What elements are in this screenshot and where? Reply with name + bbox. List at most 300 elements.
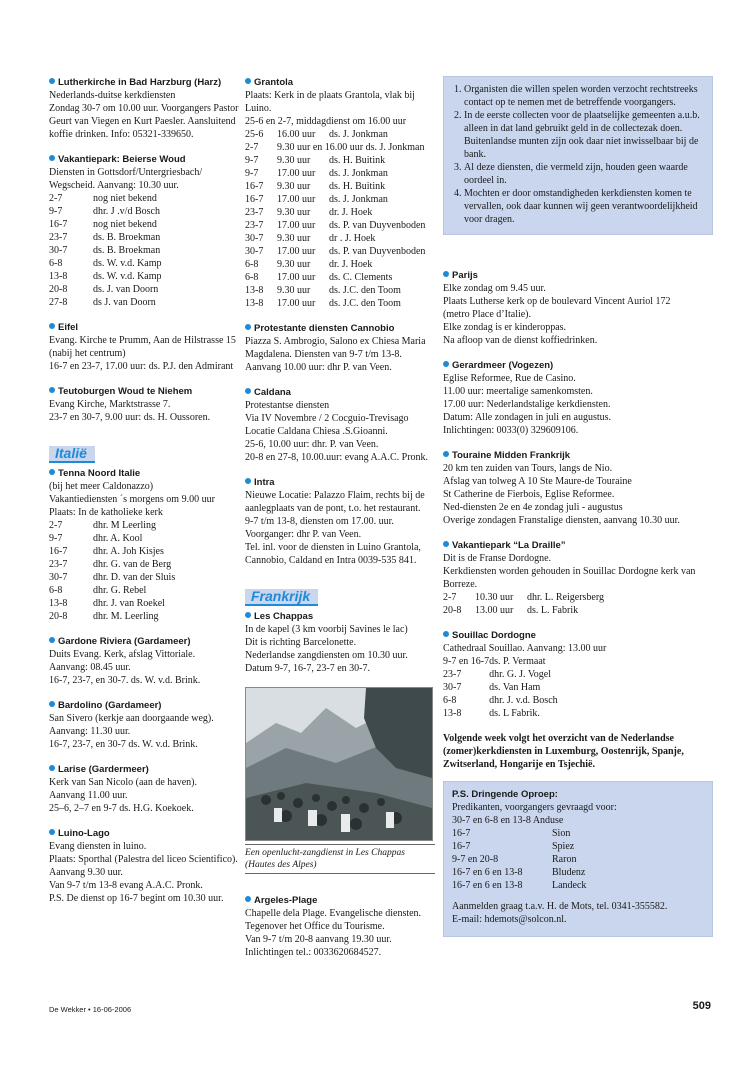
- schedule-cell: 20-8: [49, 611, 68, 622]
- schedule-cell: 30-7: [443, 682, 462, 693]
- schedule-cell: 9.30 uur: [277, 259, 311, 270]
- bullet-dot-icon: [245, 388, 251, 394]
- entry-line: Inlichtingen tel.: 0033620684527.: [245, 947, 382, 958]
- schedule-cell: 17.00 uur: [277, 220, 316, 231]
- schedule-table: [443, 655, 558, 720]
- schedule-cell: 17.00 uur: [277, 272, 316, 283]
- entry-line: Tegenover het Office du Tourisme.: [245, 921, 385, 932]
- schedule-cell: dr. J. Hoek: [329, 207, 373, 218]
- entry-title: Teutoburgen Woud te Niehem: [49, 385, 237, 398]
- entry-line: Piazza S. Ambrogio, Salono ex Chiesa Maria: [245, 336, 426, 347]
- schedule-cell: 9-7: [245, 168, 259, 179]
- entry-line: Nederlands-duitse kerkdiensten: [49, 90, 176, 101]
- entry-line: Voorganger: dhr P. van Veen.: [245, 529, 362, 540]
- schedule-cell: 2-7: [49, 193, 63, 204]
- schedule-cell: 9-7: [49, 533, 63, 544]
- schedule-cell: ds. P. van Duyvenboden: [329, 246, 426, 257]
- schedule-cell: 13.00 uur: [475, 605, 514, 616]
- entry-title: Grantola: [245, 76, 435, 89]
- entry-line: Overige zondagen Franstalige diensten, aanvang 10.30 uur.: [443, 515, 680, 526]
- schedule-row: [49, 283, 162, 296]
- entry-line: Geurt van Viegen en Kurt Paesler. Aansluitend: [49, 116, 236, 127]
- bullet-dot-icon: [443, 361, 449, 367]
- schedule-row: [443, 591, 604, 604]
- entry-line: Diensten in Gottsdorf/Untergriesbach/: [49, 167, 203, 178]
- entry-line: (bij het meer Caldonazzo): [49, 481, 154, 492]
- schedule-cell: ds. H. Buitink: [329, 155, 386, 166]
- entry-line: 16-7, 23-7, en 30-7 ds. W. v.d. Brink.: [49, 739, 198, 750]
- schedule-cell: dr. J. Hoek: [329, 259, 373, 270]
- schedule-cell: 9-7 en 16-7: [443, 656, 490, 667]
- entry-line: Zondag 30-7 om 10.00 uur. Voorgangers Pastor: [49, 103, 239, 114]
- schedule-cell: dr . J. Hoek: [329, 233, 376, 244]
- entry-line: 9-7 t/m 13-8, diensten om 17.00. uur.: [245, 516, 394, 527]
- schedule-cell: 16-7: [49, 546, 68, 557]
- entry-line: Elke zondag om 9.45 uur.: [443, 283, 546, 294]
- schedule-cell: 13-8: [443, 708, 462, 719]
- notes-list: [452, 83, 704, 226]
- entries-germany: [49, 76, 237, 424]
- entry-line: Elke zondag is er kinderoppas.: [443, 322, 567, 333]
- ps-cell: 16-7 en 6 en 13-8: [452, 867, 523, 878]
- ps-cell: Sion: [552, 828, 571, 839]
- bullet-dot-icon: [49, 829, 55, 835]
- entry-line: 16-7 en 23-7, 17.00 uur: ds. P.J. den Admirant: [49, 361, 234, 372]
- entry-line: Evang. Kirche te Prumm, Aan de Hilstrasse 15: [49, 335, 236, 346]
- schedule-cell: 9.30 uur: [277, 285, 311, 296]
- entry-line: Afslag van tolweg A 10 Ste Maure-de Touraine: [443, 476, 632, 487]
- schedule-cell: ds. B. Broekman: [93, 232, 161, 243]
- schedule-cell: dhr. G. Rebel: [93, 585, 147, 596]
- caption-line-1: Een openlucht-zangdienst in Les Chappas: [245, 848, 405, 858]
- bullet-dot-icon: [245, 478, 251, 484]
- schedule-cell: 23-7: [245, 220, 264, 231]
- schedule-cell: 16-7: [245, 194, 264, 205]
- church-entry: [443, 359, 713, 437]
- entries-italy-2: [245, 76, 435, 567]
- entry-line: Aanvang 10.00 uur: dhr P. van Veen.: [245, 362, 392, 373]
- entry-line: (metro Place d’Italie).: [443, 309, 532, 320]
- schedule-cell: ds. L. Fabrik: [527, 605, 579, 616]
- note-item: 3. Al deze diensten, die vermeld zijn, houden geen waarde oordeel in.: [464, 161, 704, 187]
- schedule-cell: 9.30 uur: [277, 155, 311, 166]
- entry-line: Borreze.: [443, 579, 478, 590]
- schedule-cell: 9-7: [245, 155, 259, 166]
- entry-line: P.S. De dienst op 16-7 begint om 10.30 uur.: [49, 893, 224, 904]
- entry-line: 23-7 en 30-7, 9.00 uur: ds. H. Oussoren.: [49, 412, 211, 423]
- ps-cell: 9-7 en 20-8: [452, 854, 499, 865]
- entry-title: Caldana: [245, 386, 435, 399]
- schedule-row: [245, 154, 425, 167]
- entry-title: Intra: [245, 476, 435, 489]
- schedule-cell: ds. W. v.d. Kamp: [93, 271, 162, 282]
- caption-line-2: (Hautes des Alpes): [245, 860, 317, 870]
- schedule-cell: 27-8: [49, 297, 68, 308]
- bullet-dot-icon: [49, 469, 55, 475]
- schedule-cell: 23-7: [49, 232, 68, 243]
- schedule-cell: dhr. G. J. Vogel: [489, 669, 551, 680]
- schedule-cell: 2-7: [49, 520, 63, 531]
- schedule-cell: 17.00 uur: [277, 194, 316, 205]
- column-1: [49, 76, 237, 917]
- schedule-row: [245, 284, 425, 297]
- church-entry: [443, 629, 713, 720]
- schedule-cell: dhr. M Leerling: [93, 520, 157, 531]
- schedule-cell: ds. J. Jonkman: [329, 129, 388, 140]
- entries-france-2: [245, 894, 435, 959]
- schedule-cell: dhr. D. van der Sluis: [93, 572, 176, 583]
- schedule-cell: 10.30 uur: [475, 592, 514, 603]
- schedule-cell: 13-8: [245, 285, 264, 296]
- schedule-cell: ds. Van Ham: [489, 682, 541, 693]
- schedule-cell: ds. B. Broekman: [93, 245, 161, 256]
- church-entry: [49, 763, 237, 815]
- entry-title: Vakantiepark: Beierse Woud: [49, 153, 237, 166]
- entry-line: Magdalena. Diensten van 9-7 t/m 13-8.: [245, 349, 402, 360]
- entry-line: Datum: Alle zondagen in juli en augustus.: [443, 412, 612, 423]
- section-heading-italie: Italië: [49, 446, 95, 463]
- schedule-cell: 30-7: [49, 245, 68, 256]
- ps-contact-line: Aanmelden graag t.a.v. H. de Mots, tel. 0341-355582.: [452, 901, 668, 912]
- schedule-row: [245, 232, 425, 245]
- entries-france-3: [443, 269, 713, 720]
- schedule-cell: ds. P. Vermaat: [489, 656, 546, 667]
- ps-row: [452, 853, 586, 866]
- bullet-dot-icon: [245, 324, 251, 330]
- church-entry: [245, 322, 435, 374]
- ps-row: [452, 827, 586, 840]
- schedule-row: [49, 597, 175, 610]
- entry-line: Luino.: [245, 103, 272, 114]
- schedule-row: [49, 205, 162, 218]
- column-2: [245, 76, 435, 971]
- schedule-cell: 25-6: [245, 129, 264, 140]
- bullet-dot-icon: [49, 701, 55, 707]
- entry-line: 11.00 uur: meertalige samenkomsten.: [443, 386, 593, 397]
- schedule-cell: 6-8: [49, 258, 63, 269]
- entry-line: In de kapel (3 km voorbij Savines le lac): [245, 624, 408, 635]
- church-entry: [49, 699, 237, 751]
- photo-caption: [245, 844, 435, 874]
- schedule-cell: 20-8: [49, 284, 68, 295]
- schedule-cell: 13-8: [49, 271, 68, 282]
- schedule-cell: nog niet bekend: [93, 193, 157, 204]
- ps-title: P.S. Dringende Oproep:: [452, 789, 558, 800]
- church-entry: [245, 76, 435, 310]
- church-entry: [49, 827, 237, 905]
- column-3: [443, 76, 713, 937]
- ps-cell: Bludenz: [552, 867, 586, 878]
- entry-line: Vakantiediensten ´s morgens om 9.00 uur: [49, 494, 215, 505]
- schedule-cell: dhr. L. Reigersberg: [527, 592, 605, 603]
- schedule-row: [49, 192, 162, 205]
- church-entry: [443, 449, 713, 527]
- church-entry: [49, 385, 237, 424]
- schedule-cell: 23-7: [49, 559, 68, 570]
- schedule-cell: ds J. van Doorn: [93, 297, 156, 308]
- ps-table: [452, 827, 586, 892]
- entry-title: Parijs: [443, 269, 713, 282]
- schedule-cell: ds. J. van Doorn: [93, 284, 159, 295]
- schedule-row: [49, 545, 175, 558]
- schedule-row: [245, 206, 425, 219]
- entries-italy: [49, 467, 237, 905]
- entry-line: Kerkdiensten worden gehouden in Souillac Dordogne kerk van: [443, 566, 696, 577]
- schedule-row: [49, 558, 175, 571]
- schedule-cell: 17.00 uur: [277, 298, 316, 309]
- entry-line: Inlichtingen: 0033(0) 329609106.: [443, 425, 579, 436]
- entry-title: Gardone Riviera (Gardameer): [49, 635, 237, 648]
- ps-cell: Raron: [552, 854, 577, 865]
- schedule-row: [443, 668, 558, 681]
- entries-france: [245, 610, 435, 675]
- church-entry: [443, 539, 713, 617]
- schedule-row: [49, 231, 162, 244]
- bullet-dot-icon: [443, 271, 449, 277]
- schedule-row: [49, 270, 162, 283]
- entry-line: Plaats Lutherse kerk op de boulevard Vincent Auriol 172: [443, 296, 671, 307]
- bullet-dot-icon: [49, 155, 55, 161]
- schedule-table: [49, 192, 162, 309]
- entry-title: Bardolino (Gardameer): [49, 699, 237, 712]
- entry-line: aanlegplaats van de pont, t.o. het restaurant.: [245, 503, 421, 514]
- schedule-row: [443, 694, 558, 707]
- bullet-dot-icon: [443, 631, 449, 637]
- photo-illustration: [246, 688, 432, 840]
- ps-email[interactable]: E-mail: hdemots@solcon.nl.: [452, 914, 567, 925]
- church-entry: [245, 476, 435, 567]
- church-entry: [49, 467, 237, 623]
- entry-title: Tenna Noord Italie: [49, 467, 237, 480]
- schedule-cell: ds. H. Buitink: [329, 181, 386, 192]
- schedule-row: [245, 258, 425, 271]
- schedule-row: [49, 296, 162, 309]
- schedule-row: [49, 519, 175, 532]
- schedule-cell: ds. W. v.d. Kamp: [93, 258, 162, 269]
- schedule-cell: dhr. A. Joh Kisjes: [93, 546, 164, 557]
- schedule-cell: 9.30 uur: [277, 181, 311, 192]
- schedule-row: [245, 141, 425, 154]
- entry-line: Cathedraal Souillao. Aanvang: 13.00 uur: [443, 643, 607, 654]
- entry-line: Aanvang 9.30 uur.: [49, 867, 123, 878]
- entry-title: Luino-Lago: [49, 827, 237, 840]
- schedule-cell: 30-7: [245, 246, 264, 257]
- ps-cell: 16-7: [452, 841, 471, 852]
- church-entry: [49, 635, 237, 687]
- schedule-row: [245, 271, 425, 284]
- schedule-cell: 2-7: [443, 592, 457, 603]
- entry-title: Touraine Midden Frankrijk: [443, 449, 713, 462]
- entry-line: koffie drinken. Info: 05321-339650.: [49, 129, 194, 140]
- ps-row: [452, 866, 586, 879]
- schedule-row: [49, 610, 175, 623]
- entry-line: Dit is de Franse Dordogne.: [443, 553, 552, 564]
- schedule-cell: 30-7: [49, 572, 68, 583]
- schedule-cell: 30-7: [245, 233, 264, 244]
- entry-line: St Catherine de Fierbois, Eglise Reformee.: [443, 489, 615, 500]
- section-heading-frankrijk: Frankrijk: [245, 589, 318, 606]
- schedule-row: [49, 571, 175, 584]
- bullet-dot-icon: [49, 387, 55, 393]
- schedule-cell: ds. C. Clements: [329, 272, 393, 283]
- footer-publication: De Wekker • 16-06-2006: [49, 1005, 132, 1014]
- entry-line: Aanvang: 11.30 uur.: [49, 726, 131, 737]
- schedule-cell: ds. J. Jonkman: [329, 194, 388, 205]
- schedule-row: [443, 681, 558, 694]
- entry-line: Duits Evang. Kerk, afslag Vittoriale.: [49, 649, 196, 660]
- entry-title: Argeles-Plage: [245, 894, 435, 907]
- entry-line: Plaats: In de katholieke kerk: [49, 507, 163, 518]
- ps-cell: Landeck: [552, 880, 587, 891]
- schedule-cell: dhr. J. v.d. Bosch: [489, 695, 558, 706]
- ps-urgent-call-box: P.S. Dringende Oproep: Predikanten, voorgangers gevraagd voor: 30-7 en 6-8 en 13-8 Anduse 16-7 Sion 16-7 Spiez 9-7 en 20-8 Raron 16-7 en 6 en 13-8 Bludenz 16-7 en 6 en 13-8 Landeck Aanmelden graag t.a.v. H. de Mots, tel. 0341-355582. E-mail: hdemots@solcon.nl.: [443, 781, 713, 937]
- schedule-cell: 13-8: [245, 298, 264, 309]
- schedule-cell: ds. J.C. den Toom: [329, 298, 401, 309]
- schedule-row: [245, 128, 425, 141]
- entry-line: 20 km ten zuiden van Tours, langs de Nio.: [443, 463, 613, 474]
- entry-line: 20-8 en 27-8, 10.00.uur: evang A.A.C. Pronk.: [245, 452, 429, 463]
- schedule-cell: dhr. M. Leerling: [93, 611, 159, 622]
- schedule-cell: 23-7: [443, 669, 462, 680]
- notes-box: [443, 76, 713, 235]
- entry-line: Wegscheid. Aanvang: 10.30 uur.: [49, 180, 179, 191]
- ps-row: [452, 879, 586, 892]
- bullet-dot-icon: [245, 896, 251, 902]
- schedule-row: [245, 193, 425, 206]
- schedule-cell: 2-7: [245, 142, 259, 153]
- entry-line: 25–6, 2–7 en 9-7 ds. H.G. Koekoek.: [49, 803, 194, 814]
- schedule-cell: 16-7: [49, 219, 68, 230]
- schedule-cell: ds. P. van Duyvenboden: [329, 220, 426, 231]
- schedule-row: [245, 219, 425, 232]
- entry-line: Locatie Caldana Chiesa .S.Gioanni.: [245, 426, 388, 437]
- bullet-dot-icon: [49, 637, 55, 643]
- next-week-notice: Volgende week volgt het overzicht van de Nederlandse (zomer)kerkdiensten in Luxemburg, Oostenrijk, Spanje, Zwitserland, Hongarije en Tsjechië.: [443, 733, 684, 770]
- schedule-row: [245, 245, 425, 258]
- ps-cell: Spiez: [552, 841, 575, 852]
- schedule-row: [443, 655, 558, 668]
- entry-line: Aanvang: 08.45 uur.: [49, 662, 131, 673]
- schedule-cell: 6-8: [443, 695, 457, 706]
- schedule-cell: 13-8: [49, 598, 68, 609]
- note-item: 4. Mochten er door omstandigheden kerkdiensten komen te vervallen, ook daar kunnen wij geen verantwoordelijkheid voor dragen.: [464, 187, 704, 226]
- schedule-row: [245, 297, 425, 310]
- bullet-dot-icon: [49, 765, 55, 771]
- entry-line: Protestantse diensten: [245, 400, 330, 411]
- entry-line: Na afloop van de dienst koffiedrinken.: [443, 335, 598, 346]
- church-entry: [245, 386, 435, 464]
- entry-line: 25-6 en 2-7, middagdienst om 16.00 uur: [245, 116, 407, 127]
- entry-line: Tel. inl. voor de diensten in Luino Grantola,: [245, 542, 421, 553]
- bullet-dot-icon: [49, 78, 55, 84]
- church-entry: [49, 76, 237, 141]
- schedule-cell: 16.00 uur: [277, 129, 316, 140]
- schedule-cell: 16-7: [245, 181, 264, 192]
- church-entry: [49, 321, 237, 373]
- entry-title: Souillac Dordogne: [443, 629, 713, 642]
- schedule-cell: 9.30 uur: [277, 233, 311, 244]
- schedule-cell: 17.00 uur: [277, 168, 316, 179]
- bullet-dot-icon: [245, 78, 251, 84]
- church-entry: [49, 153, 237, 309]
- entry-line: Via IV Novembre / 2 Cocguio-Trevisago: [245, 413, 409, 424]
- entry-line: Nederlandse zangdiensten om 10.30 uur.: [245, 650, 408, 661]
- schedule-cell: 9.30 uur: [277, 207, 311, 218]
- schedule-cell: nog niet bekend: [93, 219, 157, 230]
- schedule-cell: 6-8: [245, 272, 259, 283]
- schedule-cell: ds. L Fabrik.: [489, 708, 540, 719]
- schedule-row: [49, 584, 175, 597]
- entry-title: Larise (Gardermeer): [49, 763, 237, 776]
- schedule-cell: dhr. J .v/d Bosch: [93, 206, 160, 217]
- schedule-row: [443, 707, 558, 720]
- schedule-table: [245, 128, 425, 310]
- entry-line: Chapelle dela Plage. Evangelische diensten.: [245, 908, 422, 919]
- ps-cell: 16-7: [452, 828, 471, 839]
- entry-title: Les Chappas: [245, 610, 435, 623]
- bullet-dot-icon: [49, 323, 55, 329]
- church-entry: [245, 894, 435, 959]
- schedule-cell: 9.30 uur en 16.00 uur ds. J. Jonkman: [277, 142, 425, 153]
- entry-title: Lutherkirche in Bad Harzburg (Harz): [49, 76, 237, 89]
- church-entry: [245, 610, 435, 675]
- schedule-row: [245, 180, 425, 193]
- note-item: 1. Organisten die willen spelen worden verzocht rechtstreeks contact op te nemen met de betreffende voorgangers.: [464, 83, 704, 109]
- bullet-dot-icon: [443, 541, 449, 547]
- schedule-cell: dhr. J. van Roekel: [93, 598, 165, 609]
- entry-line: Plaats: Kerk in de plaats Grantola, vlak bij: [245, 90, 415, 101]
- entry-line: Aanvang 11.00 uur.: [49, 790, 128, 801]
- schedule-cell: ds. J.C. den Toom: [329, 285, 401, 296]
- entry-line: San Sivero (kerkje aan doorgaande weg).: [49, 713, 214, 724]
- photo-open-air-service: [245, 687, 433, 841]
- schedule-cell: 20-8: [443, 605, 462, 616]
- entry-title: Eifel: [49, 321, 237, 334]
- schedule-row: [443, 604, 604, 617]
- entry-title: Gerardmeer (Vogezen): [443, 359, 713, 372]
- entry-line: Dit is richting Barcelonette.: [245, 637, 357, 648]
- schedule-row: [49, 244, 162, 257]
- schedule-row: [49, 532, 175, 545]
- entry-line: Kerk van San Nicolo (aan de haven).: [49, 777, 197, 788]
- schedule-table: [49, 519, 175, 623]
- entry-line: Plaats: Sporthal (Palestra del liceo Scientifico).: [49, 854, 238, 865]
- note-item: 2. In de eerste collecten voor de plaatselijke gemeenten a.u.b. alleen in dat land gebruikt geld in de collectezak doen. Buitenlandse munten zijn ook daar niet inwisselbaar bij de bank.: [464, 109, 704, 161]
- entry-line: Van 9-7 t/m 13-8 evang A.A.C. Pronk.: [49, 880, 203, 891]
- schedule-cell: ds. J. Jonkman: [329, 168, 388, 179]
- schedule-cell: 6-8: [49, 585, 63, 596]
- schedule-cell: 17.00 uur: [277, 246, 316, 257]
- entry-line: Datum 9-7, 16-7, 23-7 en 30-7.: [245, 663, 370, 674]
- entry-line: Cannobio, Caldand en Intra 0039-535 841.: [245, 555, 417, 566]
- entry-line: 17.00 uur: Nederlandstalige kerkdiensten.: [443, 399, 611, 410]
- ps-cell: 16-7 en 6 en 13-8: [452, 880, 523, 891]
- entry-title: Protestante diensten Cannobio: [245, 322, 435, 335]
- entry-line: 25-6, 10.00 uur: dhr. P. van Veen.: [245, 439, 379, 450]
- entry-line: Nieuwe Locatie: Palazzo Flaim, rechts bij de: [245, 490, 425, 501]
- schedule-cell: 6-8: [245, 259, 259, 270]
- schedule-cell: 9-7: [49, 206, 63, 217]
- schedule-cell: dhr. A. Kool: [93, 533, 143, 544]
- schedule-row: [245, 167, 425, 180]
- church-entry: [443, 269, 713, 347]
- entry-line: Ned-diensten 2e en 4e zondag juli - augustus: [443, 502, 623, 513]
- entry-line: Evang diensten in luino.: [49, 841, 147, 852]
- entry-line: (nabij het centrum): [49, 348, 126, 359]
- bullet-dot-icon: [245, 612, 251, 618]
- entry-line: 16-7, 23-7, en 30-7. ds. W. v.d. Brink.: [49, 675, 201, 686]
- schedule-cell: dhr. G. van de Berg: [93, 559, 172, 570]
